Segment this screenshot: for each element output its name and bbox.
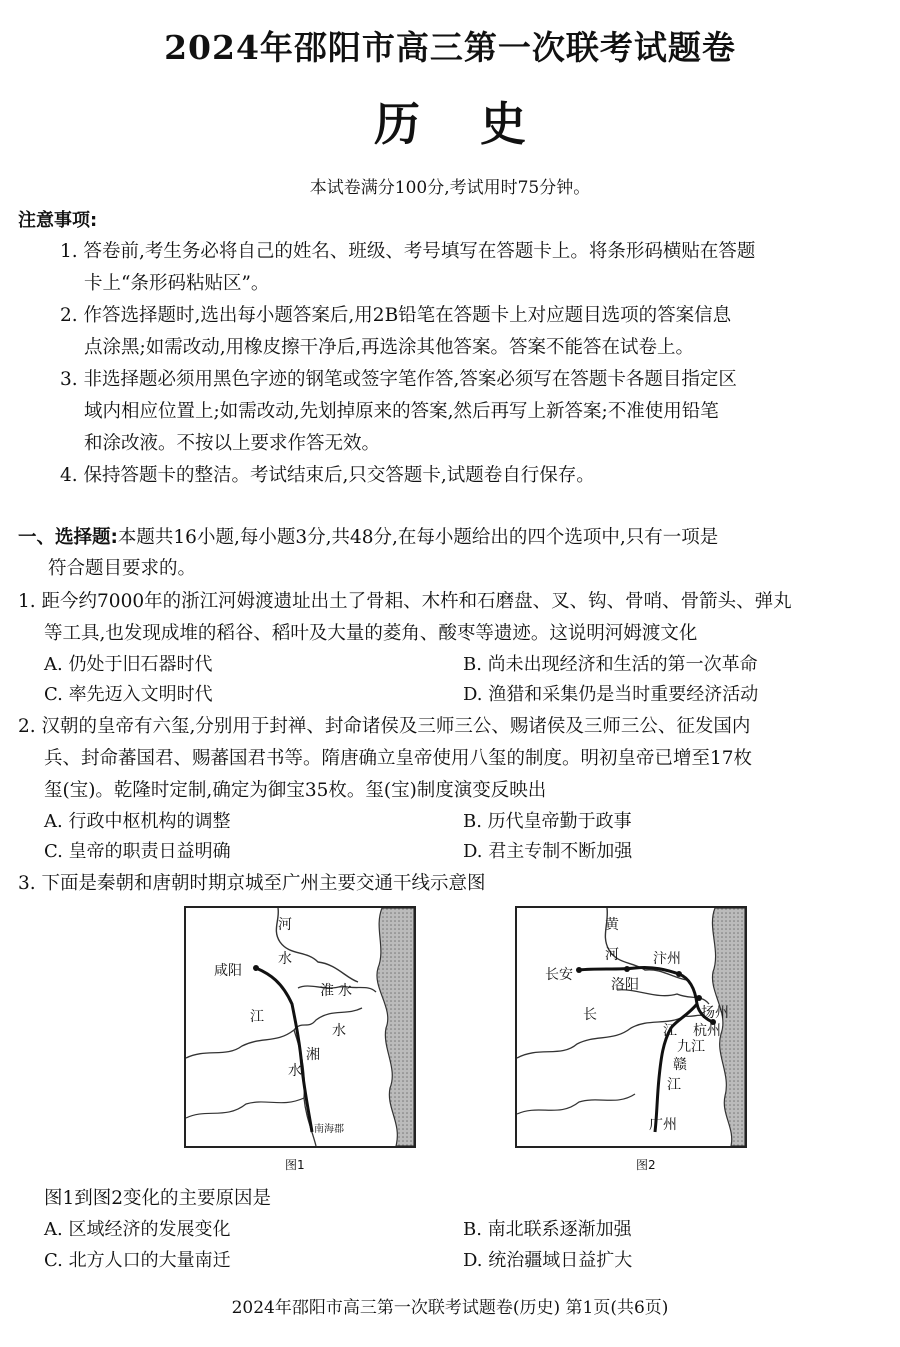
option-a[interactable]: A. 仍处于旧石器时代 bbox=[44, 654, 213, 675]
section-label: 一、选择题: bbox=[18, 527, 118, 548]
map1-label-shui2: 水 bbox=[332, 1023, 346, 1039]
option-c[interactable]: C. 北方人口的大量南迁 bbox=[44, 1250, 231, 1271]
section-text-line: 符合题目要求的。 bbox=[48, 558, 197, 579]
map1-label-huai: 淮 bbox=[320, 983, 334, 999]
option-a[interactable]: A. 区域经济的发展变化 bbox=[44, 1219, 231, 1240]
notice-line: 点涂黑;如需改动,用橡皮擦干净后,再选涂其他答案。答案不能答在试卷上。 bbox=[84, 337, 694, 358]
map2-caption: 图2 bbox=[636, 1158, 656, 1172]
exam-intro: 本试卷满分100分,考试用时75分钟。 bbox=[309, 178, 591, 198]
map-qin-drawing bbox=[186, 908, 414, 1146]
map2-label-jiang: 江 bbox=[663, 1023, 677, 1039]
map2-label-chang: 长 bbox=[583, 1007, 597, 1023]
notice-heading: 注意事项: bbox=[18, 210, 98, 231]
map1-label-xianyang: 咸阳 bbox=[214, 963, 242, 979]
question-text: 图1到图2变化的主要原因是 bbox=[44, 1188, 272, 1209]
question-text: 等工具,也发现成堆的稻谷、稻叶及大量的菱角、酸枣等遗迹。这说明河姆渡文化 bbox=[44, 623, 698, 644]
option-a[interactable]: A. 行政中枢机构的调整 bbox=[44, 811, 231, 832]
subject-title: 历史 bbox=[374, 97, 586, 151]
map2-label-jiujiang: 九江 bbox=[677, 1039, 705, 1055]
map2-label-gan: 赣 bbox=[673, 1057, 687, 1073]
map-qin bbox=[184, 906, 416, 1148]
map1-label-huai-shui: 水 bbox=[338, 983, 352, 999]
map1-label-xiang: 湘 bbox=[306, 1047, 320, 1063]
notice-line: 域内相应位置上;如需改动,先划掉原来的答案,然后再写上新答案;不准使用铅笔 bbox=[84, 401, 719, 422]
question-text: 玺(宝)。乾隆时定制,确定为御宝35枚。玺(宝)制度演变反映出 bbox=[44, 780, 547, 801]
map1-label-jiang: 江 bbox=[250, 1009, 264, 1025]
option-c[interactable]: C. 率先迈入文明时代 bbox=[44, 684, 213, 705]
map2-label-guangzhou: 广州 bbox=[649, 1117, 677, 1133]
map2-label-yangzhou: 扬州 bbox=[701, 1005, 729, 1021]
section-text: 本题共16小题,每小题3分,共48分,在每小题给出的四个选项中,只有一项是 bbox=[117, 527, 719, 548]
map-tang bbox=[515, 906, 747, 1148]
map2-label-changan: 长安 bbox=[545, 967, 573, 983]
map2-label-gan-jiang: 江 bbox=[667, 1077, 681, 1093]
option-b[interactable]: B. 南北联系逐渐加强 bbox=[463, 1219, 632, 1240]
exam-title: 2024年邵阳市高三第一次联考试题卷 bbox=[164, 28, 736, 67]
map2-label-hangzhou: 杭州 bbox=[693, 1023, 721, 1039]
notice-line: 2. 作答选择题时,选出每小题答案后,用2B铅笔在答题卡上对应题目选项的答案信息 bbox=[60, 305, 732, 326]
map1-label-shui3: 水 bbox=[288, 1063, 302, 1079]
map1-caption: 图1 bbox=[285, 1158, 305, 1172]
map1-label-he: 河 bbox=[278, 917, 292, 933]
notice-line: 和涂改液。不按以上要求作答无效。 bbox=[84, 433, 381, 454]
map2-label-he: 河 bbox=[605, 947, 619, 963]
option-b[interactable]: B. 尚未出现经济和生活的第一次革命 bbox=[463, 654, 758, 675]
question-text: 兵、封命蕃国君、赐蕃国君书等。隋唐确立皇帝使用八玺的制度。明初皇帝已增至17枚 bbox=[44, 748, 753, 769]
map1-label-nanhai: 南海郡 bbox=[314, 1124, 344, 1135]
map2-label-luoyang: 洛阳 bbox=[611, 977, 639, 993]
notice-line: 4. 保持答题卡的整洁。考试结束后,只交答题卡,试题卷自行保存。 bbox=[60, 465, 595, 486]
option-d[interactable]: D. 渔猎和采集仍是当时重要经济活动 bbox=[463, 684, 759, 705]
option-c[interactable]: C. 皇帝的职责日益明确 bbox=[44, 841, 231, 862]
map2-label-huang: 黄 bbox=[605, 917, 619, 933]
page-footer: 2024年邵阳市高三第一次联考试题卷(历史) 第1页(共6页) bbox=[231, 1298, 669, 1318]
section-heading bbox=[18, 523, 718, 549]
map1-label-shui: 水 bbox=[278, 951, 292, 967]
option-d[interactable]: D. 统治疆域日益扩大 bbox=[463, 1250, 633, 1271]
question-text: 1. 距今约7000年的浙江河姆渡遗址出土了骨耜、木杵和石磨盘、叉、钩、骨哨、骨箭头、弹丸 bbox=[18, 591, 792, 612]
map2-label-bianzhou: 汴州 bbox=[653, 951, 681, 967]
question-text: 3. 下面是秦朝和唐朝时期京城至广州主要交通干线示意图 bbox=[18, 873, 486, 894]
notice-line: 卡上“条形码粘贴区”。 bbox=[84, 273, 270, 294]
notice-line: 1. 答卷前,考生务必将自己的姓名、班级、考号填写在答题卡上。将条形码横贴在答题 bbox=[60, 241, 756, 262]
option-b[interactable]: B. 历代皇帝勤于政事 bbox=[463, 811, 632, 832]
question-text: 2. 汉朝的皇帝有六玺,分别用于封禅、封命诸侯及三师三公、赐诸侯及三师三公、征发国内 bbox=[18, 716, 751, 737]
notice-line: 3. 非选择题必须用黑色字迹的钢笔或签字笔作答,答案必须写在答题卡各题目指定区 bbox=[60, 369, 737, 390]
option-d[interactable]: D. 君主专制不断加强 bbox=[463, 841, 633, 862]
